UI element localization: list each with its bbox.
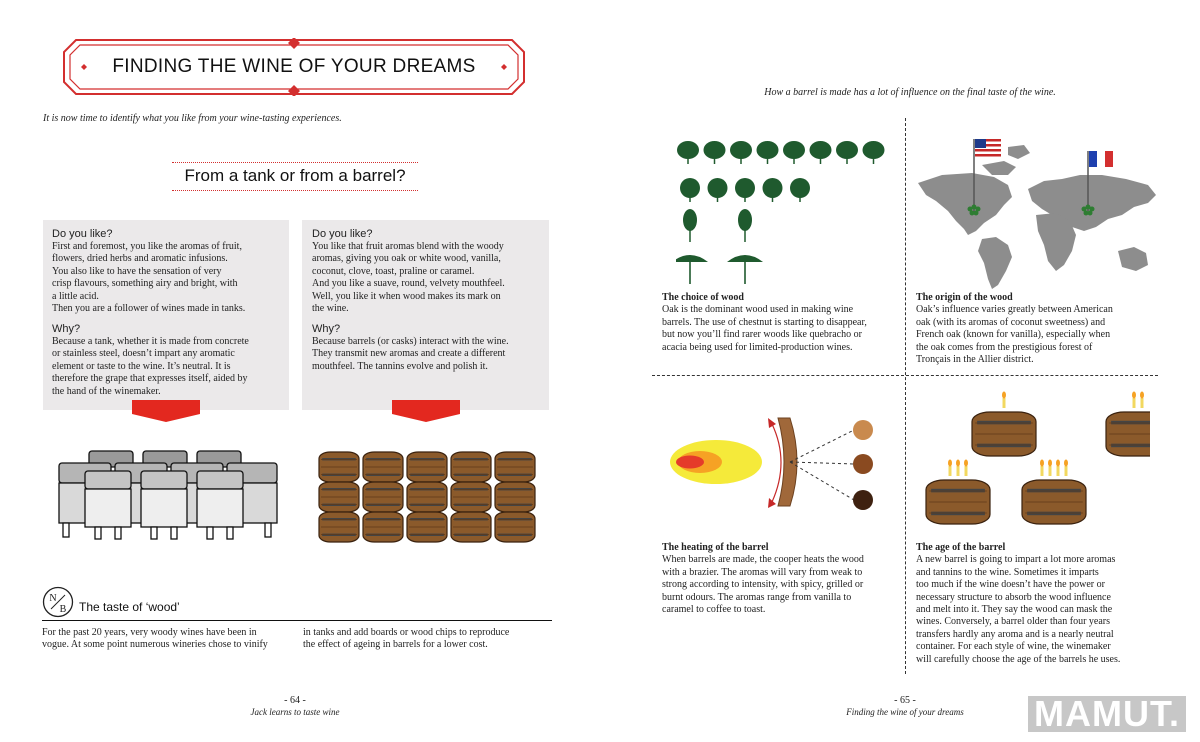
steel-tanks-illustration — [55, 445, 281, 545]
title-banner — [62, 38, 526, 96]
acacia-tree-icon — [727, 255, 763, 284]
subtitle-rule-bottom — [172, 190, 418, 191]
barrel-icon — [495, 452, 535, 482]
australia-shape — [1118, 247, 1148, 271]
watermark-logo: MAMUT. — [1028, 696, 1186, 732]
barrel-icon — [319, 452, 359, 482]
svg-text:N: N — [49, 593, 57, 604]
footer-right: Finding the wine of your dreams — [846, 707, 964, 717]
chestnut-tree-icon — [790, 178, 810, 202]
heating-section: The heating of the barrel When barrels are made, the cooper heats the wood with a brazier. The aromas will vary from weak to strong according to intensity, with spicy, grilled or burnt odours. The aromas range from vanilla to caramel to coffee to toast. — [662, 542, 864, 616]
candle-icon — [1049, 466, 1052, 476]
right-intro-text: How a barrel is made has a lot of influence on the final taste of the wine. — [764, 87, 1056, 98]
south-america-shape — [978, 237, 1012, 289]
subtitle-rule-top — [172, 162, 418, 163]
candle-icon — [1065, 466, 1068, 476]
light-toast-dot — [853, 420, 873, 440]
tank-question-2: Why? — [52, 323, 81, 335]
poplar-tree-icon — [683, 209, 697, 242]
section-subtitle: From a tank or from a barrel? — [184, 166, 406, 185]
oak-tree-icon — [730, 141, 752, 164]
barrel-icon — [407, 482, 447, 512]
barrel-paragraph-1: You like that fruit aromas blend with the woody aromas, giving you oak or white wood, vanilla, coconut, clove, toast, praline or caramel. And you like a suave, round, velvety mouthfeel. Well, you like it when wood makes its mark on the wine. — [312, 241, 505, 315]
chestnut-tree-icon — [680, 178, 700, 202]
barrel-icon — [972, 412, 1036, 456]
tank-question-1: Do you like? — [52, 228, 113, 240]
candle-icon — [1133, 398, 1136, 408]
barrel-stack-illustration — [315, 448, 540, 543]
oak-tree-icon — [836, 141, 858, 164]
barrel-paragraph-2: Because barrels (or casks) interact with the wine. They transmit new aromas and create a different mouthfeel. The tannins evolve and polish it. — [312, 336, 509, 372]
barrel-icon — [451, 482, 491, 512]
barrel-icon — [495, 512, 535, 542]
dark-toast-dot — [853, 490, 873, 510]
chestnut-tree-icon — [763, 178, 783, 202]
taste-rule — [42, 620, 552, 621]
barrel-icon — [363, 482, 403, 512]
taste-of-wood-title: The taste of ‘wood’ — [79, 600, 180, 614]
intro-text: It is now time to identify what you like from your wine-tasting experiences. — [43, 113, 342, 124]
oak-tree-icon — [757, 141, 779, 164]
barrel-icon — [451, 512, 491, 542]
candle-icon — [1057, 466, 1060, 476]
barrel-question-2: Why? — [312, 323, 341, 335]
barrel-icon — [407, 452, 447, 482]
tank-paragraph-1: First and foremost, you like the aromas of fruit, flowers, dried herbs and aromatic infusions. You also like to have the sensation of very crisp flavours, something airy and bright, with a little acid. Then you are a follower of wines made in tanks. — [52, 241, 246, 315]
vertical-divider — [905, 118, 906, 674]
page-title: FINDING THE WINE OF YOUR DREAMS — [112, 56, 476, 77]
medium-toast-dot — [853, 454, 873, 474]
barrel-icon — [319, 512, 359, 542]
poplar-tree-icon — [738, 209, 752, 242]
candle-icon — [949, 466, 952, 476]
taste-col-1: For the past 20 years, very woody wines have been in vogue. At some point numerous wineries chose to vinify — [42, 627, 268, 651]
candle-icon — [965, 466, 968, 476]
oak-tree-icon — [810, 141, 832, 164]
page-number-left: - 64 - — [284, 695, 306, 706]
oak-tree-icon — [677, 141, 699, 164]
horizontal-divider — [652, 375, 1158, 376]
barrel-arrow-icon — [392, 400, 460, 422]
candle-icon — [1003, 398, 1006, 408]
wood-origin-section: The origin of the wood Oak’s influence varies greatly between American oak (with its aromas of coconut sweetness) and French oak (known for vanilla), especially when the oak comes from the prestigious forest of Tronçais in the Allier district. — [916, 292, 1113, 366]
tank-arrow-icon — [132, 400, 200, 422]
svg-text:B: B — [59, 604, 67, 615]
world-map-illustration — [912, 135, 1160, 295]
oak-tree-icon — [863, 141, 885, 164]
nb-logo-icon — [42, 586, 74, 618]
barrel-icon — [495, 482, 535, 512]
wood-choice-section: The choice of wood Oak is the dominant wood used in making wine barrels. The use of chestnut is starting to disappear, but now you’ll find rarer woods like quebracho or acacia being used for limited-production wines. — [662, 292, 867, 353]
barrel-icon — [363, 452, 403, 482]
chestnut-tree-icon — [708, 178, 728, 202]
acacia-tree-icon — [676, 255, 708, 284]
barrel-info-box — [302, 220, 549, 410]
page-number-right: - 65 - — [894, 695, 916, 706]
barrel-icon — [451, 452, 491, 482]
taste-col-2: in tanks and add boards or wood chips to reproduce the effect of ageing in barrels for a lower cost. — [303, 627, 510, 651]
footer-left: Jack learns to taste wine — [250, 707, 340, 717]
candle-icon — [1141, 398, 1144, 408]
barrel-icon — [319, 482, 359, 512]
barrel-icon — [363, 512, 403, 542]
oak-tree-icon — [704, 141, 726, 164]
barrel-icon — [1022, 480, 1086, 524]
tank-paragraph-2: Because a tank, whether it is made from concrete or stainless steel, doesn’t impart any aromatic element or taste to the wine. It’s neutral. It is therefore the grape that expresses itself, aided by the hand of the winemaker. — [52, 336, 249, 397]
candle-icon — [1041, 466, 1044, 476]
north-america-shape — [918, 173, 1012, 235]
barrel-question-1: Do you like? — [312, 228, 373, 240]
barrel-icon — [407, 512, 447, 542]
tree-types-illustration — [676, 138, 890, 288]
oak-tree-icon — [783, 141, 805, 164]
barrel-icon — [926, 480, 990, 524]
candle-icon — [957, 466, 960, 476]
tank-info-box — [43, 220, 289, 410]
chestnut-tree-icon — [735, 178, 755, 202]
barrel-icon — [1106, 412, 1150, 456]
barrel-age-section: The age of the barrel A new barrel is going to impart a lot more aromas and tannins to the wine. Sometimes it imparts too much if the wine doesn’t have the power or necessary structure to absorb the wood influence and melt into it. They say the wood can mask the wines. Conversely, a barrel older than four years transfers hardly any aroma and is a nearly neutral container. For each style of wine, the winemaker will carefully choose the age of the barrels he uses. — [916, 542, 1121, 665]
africa-shape — [1036, 213, 1076, 271]
barrel-age-illustration — [920, 390, 1150, 530]
barrel-heating-illustration — [668, 412, 890, 522]
